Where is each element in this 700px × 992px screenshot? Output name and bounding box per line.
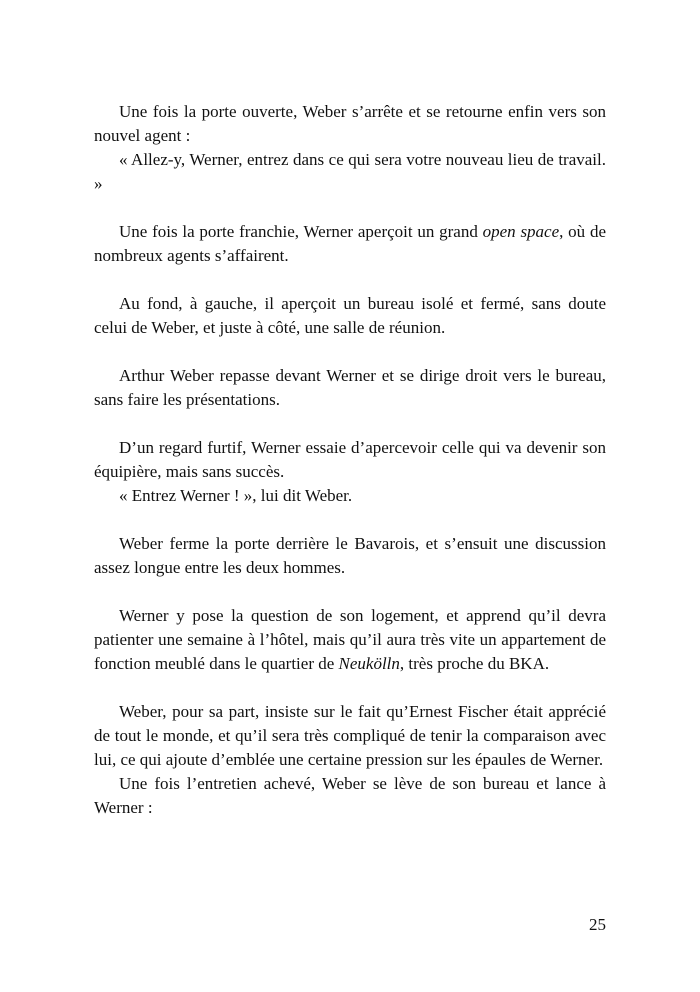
paragraph-3-start: Une fois la porte franchie, Werner aperçoit un grand	[119, 222, 483, 241]
paragraph-3-italic: open space	[482, 222, 560, 241]
paragraph-3	[94, 220, 606, 268]
paragraph-gap	[94, 196, 606, 220]
paragraph-9-end: , très proche du BKA.	[399, 654, 550, 673]
paragraph-1: Une fois la porte ouverte, Weber s’arrête et se retourne enfin vers son nouvel agent :	[94, 102, 606, 145]
paragraph-10: Weber, pour sa part, insiste sur le fait qu’Ernest Fischer était apprécié de tout le monde, et qu’il sera très compliqué de tenir la comparaison avec lui, ce qui ajoute d’emblée une certaine pression sur les épaules de Werner.	[94, 702, 606, 769]
paragraph-9-start: Werner y pose la question de son logement, et apprend qu’il devra patienter une semaine à l’hôtel, mais qu’il aura très vite un appartement de fonction meublé dans le quartier de	[94, 606, 606, 673]
paragraph-4: Au fond, à gauche, il aperçoit un bureau isolé et fermé, sans doute celui de Weber, et juste à côté, une salle de réunion.	[94, 294, 606, 337]
paragraph-11: Une fois l’entretien achevé, Weber se lève de son bureau et lance à Werner :	[94, 774, 606, 817]
page-body	[94, 100, 606, 820]
paragraph-6: D’un regard furtif, Werner essaie d’apercevoir celle qui va devenir son équipière, mais sans succès.	[94, 438, 606, 481]
paragraph-gap	[94, 580, 606, 604]
paragraph-gap	[94, 412, 606, 436]
paragraph-gap	[94, 340, 606, 364]
paragraph-9	[94, 604, 606, 676]
paragraph-7: « Entrez Werner ! », lui dit Weber.	[119, 486, 353, 505]
page-number: 25	[589, 915, 606, 934]
paragraph-gap	[94, 268, 606, 292]
paragraph-5: Arthur Weber repasse devant Werner et se dirige droit vers le bureau, sans faire les présentations.	[94, 366, 606, 409]
paragraph-2: « Allez-y, Werner, entrez dans ce qui sera votre nouveau lieu de travail. »	[94, 150, 606, 193]
paragraph-8: Weber ferme la porte derrière le Bavarois, et s’ensuit une discussion assez longue entre les deux hommes.	[94, 534, 606, 577]
paragraph-gap	[94, 676, 606, 700]
paragraph-gap	[94, 508, 606, 532]
paragraph-9-italic: Neukölln	[338, 654, 400, 673]
paragraph-3-end: , où de nombreux agents s’affairent.	[94, 222, 606, 265]
